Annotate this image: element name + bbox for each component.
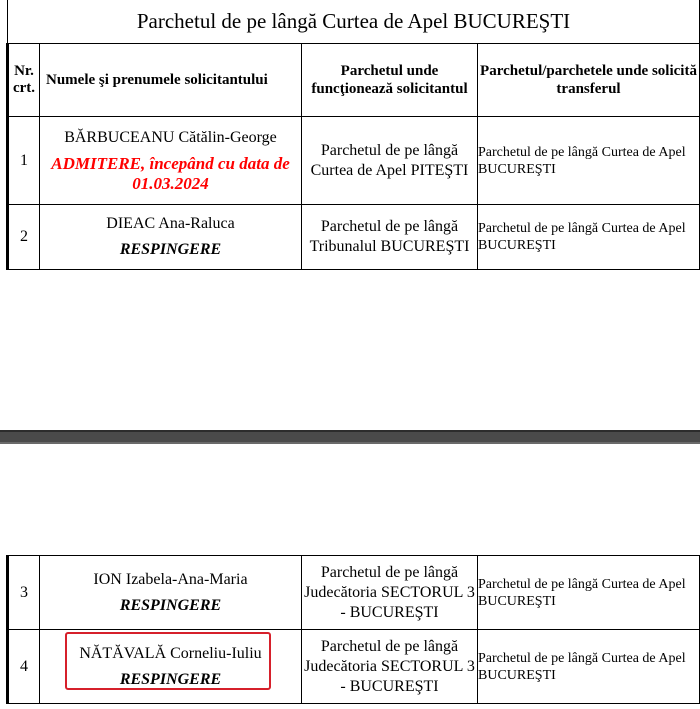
title-row (8, 0, 700, 44)
requested-office: Parchetul de pe lângă Curtea de Apel BUCUREŞTI (478, 556, 700, 630)
transfer-table-bottom (6, 555, 700, 704)
table-row (8, 205, 700, 270)
decision-admitere: ADMITERE, începând cu data de 01.03.2024 (51, 153, 290, 193)
applicant-cell (40, 556, 302, 630)
header-name: Numele şi prenumele solicitantului (40, 44, 302, 117)
current-office: Parchetul de pe lângă Curtea de Apel PITEŞTI (302, 117, 478, 205)
header-to: Parchetul/parchetele unde solicită transferul (478, 44, 700, 117)
table-row (8, 117, 700, 205)
header-nr: Nr. crt. (8, 44, 40, 117)
applicant-name: DIEAC Ana-Raluca (106, 215, 235, 232)
applicant-name: ION Izabela-Ana-Maria (93, 570, 248, 588)
applicant-cell (40, 205, 302, 270)
row-nr: 1 (8, 117, 40, 205)
requested-office: Parchetul de pe lângă Curtea de Apel BUCUREŞTI (478, 205, 700, 270)
page-divider (0, 430, 700, 444)
table-row (8, 556, 700, 630)
decision-respingere: RESPINGERE (119, 596, 222, 614)
applicant-cell (40, 117, 302, 205)
header-from: Parchetul unde funcţionează solicitantul (302, 44, 478, 117)
decision-respingere: RESPINGERE (119, 670, 222, 688)
header-row (8, 44, 700, 117)
row-nr: 3 (8, 556, 40, 630)
applicant-name: NĂTĂVALĂ Corneliu-Iuliu (79, 644, 262, 662)
page-title: Parchetul de pe lângă Curtea de Apel BUCUREŞTI (8, 0, 700, 44)
row-nr: 2 (8, 205, 40, 270)
applicant-name: BĂRBUCEANU Cătălin-George (64, 128, 277, 146)
transfer-table-top (6, 0, 700, 270)
requested-office: Parchetul de pe lângă Curtea de Apel BUCUREŞTI (478, 630, 700, 704)
table-row (8, 630, 700, 704)
current-office: Parchetul de pe lângă Judecătoria SECTORUL 3 - BUCUREŞTI (302, 556, 478, 630)
requested-office: Parchetul de pe lângă Curtea de Apel BUCUREŞTI (478, 117, 700, 205)
current-office: Parchetul de pe lângă Tribunalul BUCUREŞTI (302, 205, 478, 270)
decision-respingere: RESPINGERE (119, 241, 222, 258)
row-nr: 4 (8, 630, 40, 704)
current-office: Parchetul de pe lângă Judecătoria SECTORUL 3 - BUCUREŞTI (302, 630, 478, 704)
applicant-cell (40, 630, 302, 704)
